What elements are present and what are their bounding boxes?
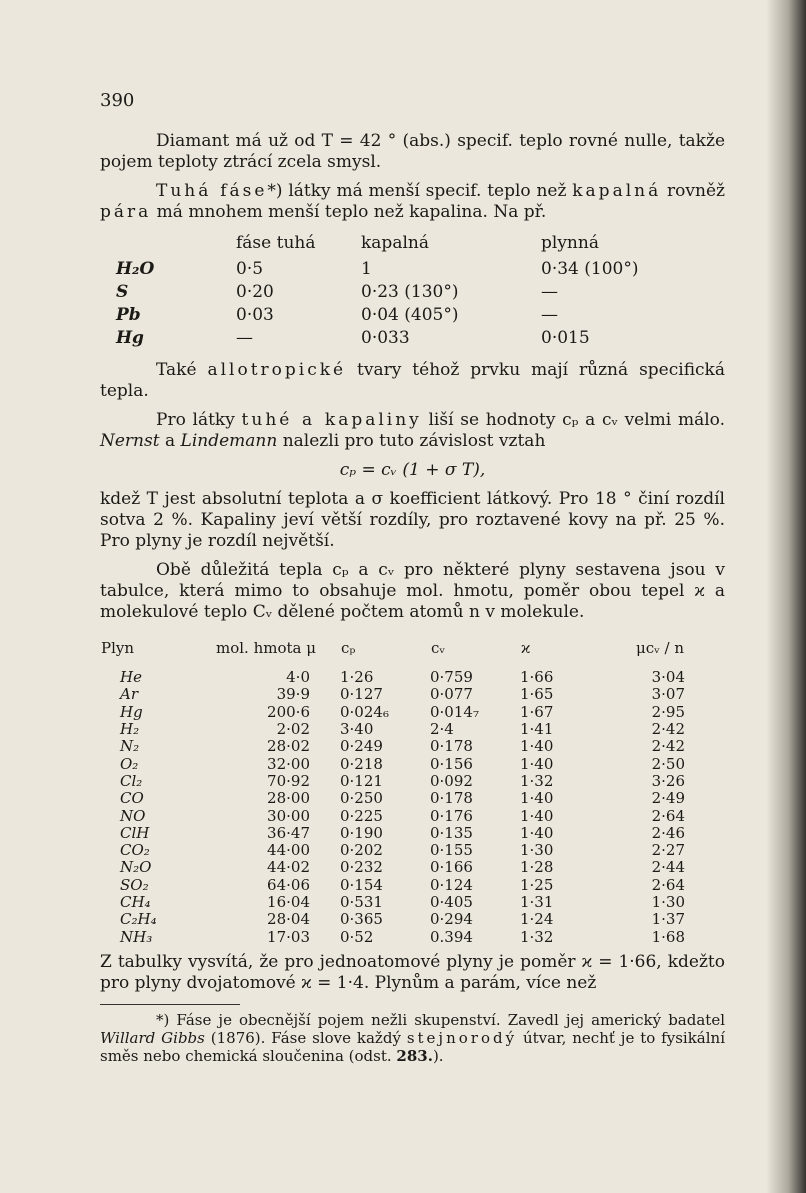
gas-cell: SO₂ (120, 875, 149, 894)
table-row (100, 911, 685, 928)
gas-cell: CH₄ (120, 893, 151, 911)
gas-cell: 0·124 (430, 875, 473, 894)
gas-cell: 1·32 (520, 771, 554, 790)
gas-cell: 1·40 (520, 737, 554, 756)
gas-cell: CO (120, 789, 144, 808)
paragraph-table-intro: Obě důležitá tepla cₚ a cᵥ pro některé plyny sestavena jsou v tabulce, která mimo to obsahuje mol. hmotu, poměr obou tepel ϰ a molekulové teplo Cᵥ dělené počtem atomů n v molekule. (100, 560, 725, 622)
gas-cell: 0·232 (340, 858, 383, 877)
phase-header-solid: fáse tuhá (236, 233, 316, 253)
gas-cell: 0·365 (340, 910, 383, 929)
gas-cell: 0·127 (340, 685, 383, 704)
emph-para: pára (100, 202, 152, 222)
footnote-rule (100, 1004, 240, 1005)
footnote: *) Fáse je obecnější pojem nežli skupenství. Zavedl jej americký badatel Willard Gibbs (1876). Fáse slove každý stejnorodý útvar, nechť je to fysikální směs nebo chemická sloučenina (odst. 283.). (100, 1010, 725, 1065)
gas-header-mucv: μcᵥ / n (636, 639, 684, 657)
gas-cell: 0·178 (430, 737, 473, 756)
table-row (100, 894, 685, 911)
formula: cₚ = cᵥ (1 + σ T), (339, 460, 486, 480)
gas-cell: 2·46 (651, 823, 685, 842)
gas-cell: 0·178 (430, 789, 473, 808)
gas-cell: 1·26 (340, 668, 374, 687)
emph-tuha-fase: Tuhá fáse (156, 181, 268, 201)
gas-cell: 0·405 (430, 893, 473, 911)
name-lindemann: Lindemann (180, 431, 278, 451)
gas-cell: 0·531 (340, 893, 383, 911)
gas-cell: NH₃ (120, 927, 153, 946)
gas-cell: 2·02 (276, 720, 310, 739)
gas-cell: 32·00 (267, 754, 310, 773)
gas-table (100, 637, 685, 946)
gas-cell: 1·37 (651, 910, 685, 929)
gas-cell: NO (120, 806, 146, 825)
gas-cell: CO₂ (120, 841, 150, 860)
gas-cell: 0·155 (430, 841, 473, 860)
table-row (100, 825, 685, 842)
gas-cell: 0·014₇ (430, 702, 479, 721)
table-row (100, 790, 685, 807)
gas-cell: 0·176 (430, 806, 473, 825)
gas-cell: 2·42 (651, 737, 685, 756)
table-row (100, 928, 685, 945)
emph-kapalna: kapalná (572, 181, 662, 201)
gas-cell: ClH (120, 823, 150, 842)
gas-cell: 3·07 (651, 685, 685, 704)
page-edge-shadow (766, 0, 806, 1193)
gas-cell: Hg (120, 702, 143, 721)
gas-cell: 0·294 (430, 910, 473, 929)
gas-cell: 0·759 (430, 668, 473, 687)
gas-cell: 0·077 (430, 685, 473, 704)
gas-cell: 0·190 (340, 823, 383, 842)
gas-cell: N₂ (120, 737, 140, 756)
gas-header-mol: mol. hmota μ (216, 639, 316, 657)
gas-cell: 36·47 (267, 823, 310, 842)
name-nernst: Nernst (100, 431, 160, 451)
table-row (100, 877, 685, 894)
gas-cell: 0·249 (340, 737, 383, 756)
gas-cell: H₂ (120, 720, 140, 739)
gas-cell: 28·02 (267, 737, 310, 756)
gas-cell: 28·04 (267, 910, 310, 929)
gas-cell: 2·50 (651, 754, 685, 773)
gas-cell: 2·4 (430, 720, 454, 739)
gas-cell: 1·30 (520, 841, 554, 860)
page-number: 390 (100, 90, 135, 111)
gas-cell: 200·6 (267, 702, 310, 721)
table-row (100, 842, 685, 859)
table-row: Hg — 0·033 0·015 (116, 328, 590, 348)
gas-cell: 0·52 (340, 927, 374, 946)
name-gibbs: Willard Gibbs (100, 1028, 205, 1047)
table-row (100, 704, 685, 721)
gas-cell: 1·67 (520, 702, 554, 721)
gas-cell: 1·24 (520, 910, 554, 929)
table-row (100, 669, 685, 686)
page-content (100, 90, 725, 1065)
gas-cell: 2·42 (651, 720, 685, 739)
gas-cell: 2·95 (651, 702, 685, 721)
gas-cell: 1·28 (520, 858, 554, 877)
paragraph-nernst: Pro látky tuhé a kapaliny liší se hodnoty cₚ a cᵥ velmi málo. Nernst a Lindemann nalezli pro tuto závislost vztah (100, 410, 725, 451)
emph-tuhe-kapaliny: tuhé a kapaliny (241, 410, 422, 430)
gas-cell: 70·92 (267, 771, 310, 790)
table-row (100, 721, 685, 738)
gas-cell: 1·30 (651, 893, 685, 911)
gas-cell: 0·218 (340, 754, 383, 773)
gas-header-cp: cₚ (341, 639, 356, 657)
gas-cell: 2·64 (651, 875, 685, 894)
table-row (100, 859, 685, 876)
gas-cell: 2·49 (651, 789, 685, 808)
gas-cell: Cl₂ (120, 771, 143, 790)
gas-cell: 2·27 (651, 841, 685, 860)
phase-table (116, 233, 691, 350)
table-row (100, 755, 685, 772)
ref-283: 283. (396, 1046, 433, 1065)
gas-cell: 64·06 (267, 875, 310, 894)
paragraph-conclusion: Z tabulky vysvítá, že pro jednoatomové plyny je poměr ϰ = 1·66, kdežto pro plyny dvojatomové ϰ = 1·4. Plynům a parám, více než (100, 951, 725, 993)
gas-table-header (100, 637, 685, 669)
table-row: H₂O 0·5 1 0·34 (100°) (116, 259, 639, 279)
gas-cell: 2·64 (651, 806, 685, 825)
gas-cell: 0·135 (430, 823, 473, 842)
emph-allotropicke: allotropické (207, 360, 347, 380)
gas-cell: 1·40 (520, 754, 554, 773)
gas-cell: 1·31 (520, 893, 554, 911)
table-row (100, 807, 685, 824)
gas-cell: 1·40 (520, 823, 554, 842)
gas-cell: 28·00 (267, 789, 310, 808)
gas-cell: 1·40 (520, 789, 554, 808)
paragraph-diamond: Diamant má už od T = 42 ° (abs.) specif. teplo rovné nulle, takže pojem teploty ztrácí zcela smysl. (100, 131, 725, 172)
gas-cell: 0·121 (340, 771, 383, 790)
table-row (100, 686, 685, 703)
phase-header-liquid: kapalná (361, 233, 429, 253)
gas-cell: He (120, 668, 142, 687)
gas-cell: 1·25 (520, 875, 554, 894)
gas-cell: 0·024₆ (340, 702, 389, 721)
gas-cell: 0·250 (340, 789, 383, 808)
gas-cell: 0·225 (340, 806, 383, 825)
gas-cell: 17·03 (267, 927, 310, 946)
gas-header-cv: cᵥ (431, 639, 445, 657)
gas-cell: 0·092 (430, 771, 473, 790)
gas-cell: 30·00 (267, 806, 310, 825)
gas-cell: 1·40 (520, 806, 554, 825)
gas-cell: N₂O (120, 858, 152, 877)
gas-cell: 3·26 (651, 771, 685, 790)
gas-cell: 3·04 (651, 668, 685, 687)
gas-cell: 44·02 (267, 858, 310, 877)
gas-cell: 1·32 (520, 927, 554, 946)
gas-header-plyn: Plyn (101, 639, 135, 657)
table-row: S 0·20 0·23 (130°) — (116, 282, 558, 302)
gas-cell: 44·00 (267, 841, 310, 860)
gas-cell: Ar (120, 685, 139, 704)
emph-stejnorody: stejnorodý (406, 1028, 518, 1047)
table-row: Pb 0·03 0·04 (405°) — (116, 305, 558, 325)
paragraph-explanation: kdež T jest absolutní teplota a σ koefficient látkový. Pro 18 ° činí rozdíl sotva 2 %. Kapaliny jeví větší rozdíly, pro roztavené kovy na př. 25 %. Pro plyny je rozdíl největší. (100, 489, 725, 551)
gas-cell: 3·40 (340, 720, 374, 739)
gas-cell: 0·202 (340, 841, 383, 860)
gas-cell: 39·9 (276, 685, 310, 704)
gas-cell: 1·66 (520, 668, 554, 687)
gas-cell: 4·0 (286, 668, 310, 687)
phase-table-header (116, 233, 691, 258)
gas-cell: 16·04 (267, 893, 310, 911)
gas-cell: 0·154 (340, 875, 383, 894)
gas-cell: 1·41 (520, 720, 554, 739)
gas-cell: C₂H₄ (120, 910, 157, 929)
gas-header-kappa: ϰ (521, 639, 531, 657)
table-row (100, 738, 685, 755)
table-row (100, 773, 685, 790)
gas-cell: 0·166 (430, 858, 473, 877)
paragraph-phases: Tuhá fáse*) látky má menší specif. teplo než kapalná rovněž pára má mnohem menší teplo než kapalina. Na př. (100, 181, 725, 222)
gas-cell: 1·65 (520, 685, 554, 704)
gas-cell: 2·44 (651, 858, 685, 877)
gas-cell: 1·68 (651, 927, 685, 946)
phase-header-empty (116, 233, 236, 258)
gas-cell: O₂ (120, 754, 139, 773)
phase-header-gas: plynná (541, 233, 599, 253)
paragraph-allotropic: Také allotropické tvary téhož prvku mají různá specifická tepla. (100, 360, 725, 401)
gas-cell: 0·156 (430, 754, 473, 773)
gas-cell: 0.394 (430, 927, 473, 946)
